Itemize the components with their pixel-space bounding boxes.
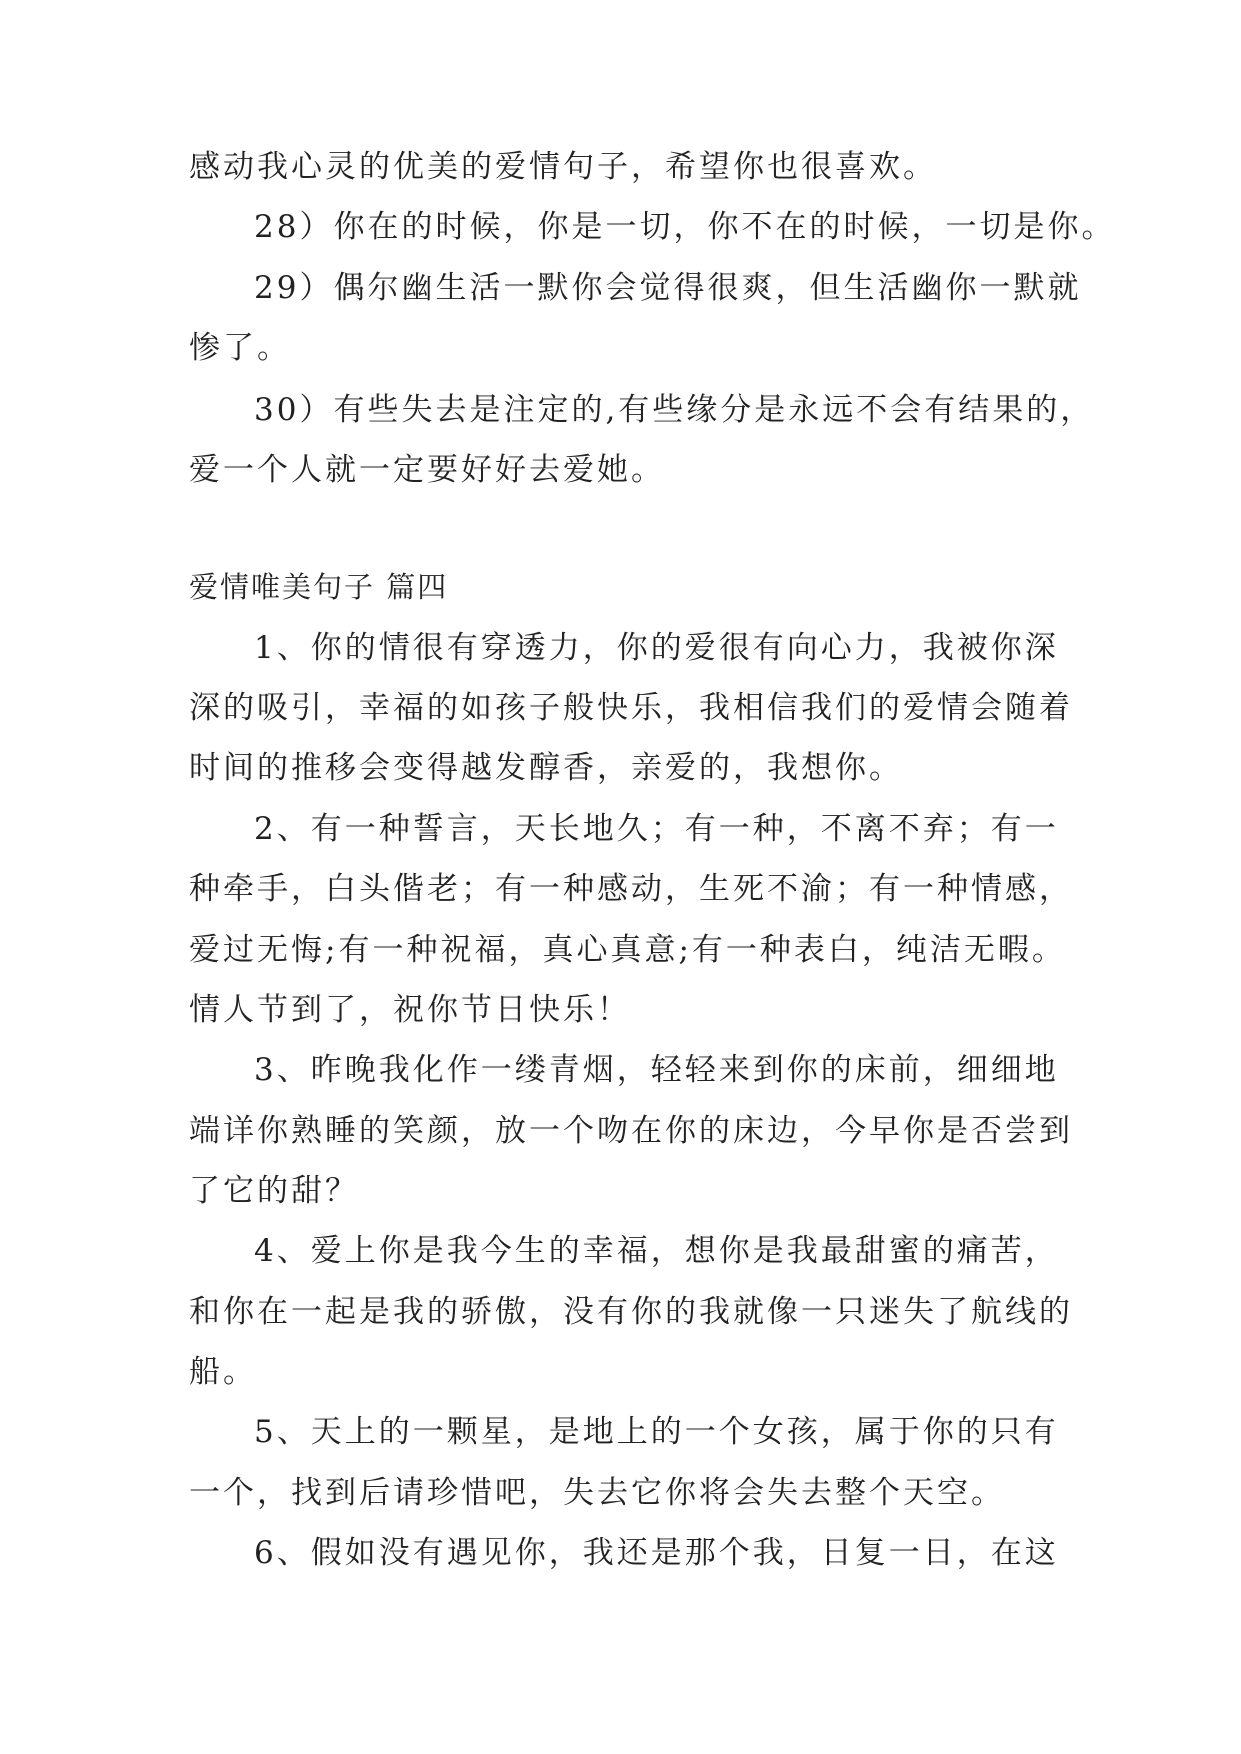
paragraph-line: 1、你的情很有穿透力，你的爱很有向心力，我被你深 xyxy=(254,630,1059,666)
paragraph-line: 2、有一种誓言，天长地久；有一种，不离不弃；有一 xyxy=(254,811,1059,847)
paragraph-line: 和你在一起是我的骄傲，没有你的我就像一只迷失了航线的 xyxy=(189,1294,1073,1330)
paragraph-line: 爱一个人就一定要好好去爱她。 xyxy=(189,452,665,488)
paragraph-line: 一个，找到后请珍惜吧，失去它你将会失去整个天空。 xyxy=(189,1475,1005,1511)
paragraph-line: 深的吸引，幸福的如孩子般快乐，我相信我们的爱情会随着 xyxy=(189,690,1073,726)
paragraph-line: 5、天上的一颗星，是地上的一个女孩，属于你的只有 xyxy=(254,1414,1059,1450)
paragraph-line: 30）有些失去是注定的,有些缘分是永远不会有结果的， xyxy=(254,392,1095,428)
paragraph-line: 情人节到了，祝你节日快乐！ xyxy=(189,992,631,1028)
paragraph-line: 3、昨晚我化作一缕青烟，轻轻来到你的床前，细细地 xyxy=(254,1052,1059,1088)
paragraph-line: 船。 xyxy=(189,1354,257,1390)
paragraph-line: 了它的甜？ xyxy=(189,1173,359,1209)
section-heading: 爱情唯美句子 篇四 xyxy=(189,570,449,604)
paragraph-line: 端详你熟睡的笑颜，放一个吻在你的床边，今早你是否尝到 xyxy=(189,1113,1073,1149)
paragraph-line: 时间的推移会变得越发醇香，亲爱的，我想你。 xyxy=(189,750,903,786)
paragraph-line: 感动我心灵的优美的爱情句子，希望你也很喜欢。 xyxy=(189,149,937,185)
paragraph-line: 种牵手，白头偕老；有一种感动，生死不渝；有一种情感， xyxy=(189,871,1073,907)
paragraph-line: 6、假如没有遇见你，我还是那个我，日复一日，在这 xyxy=(254,1535,1059,1571)
paragraph-line: 4、爱上你是我今生的幸福，想你是我最甜蜜的痛苦， xyxy=(254,1233,1059,1269)
paragraph-line: 28）你在的时候，你是一切，你不在的时候，一切是你。 xyxy=(254,209,1116,245)
paragraph-line: 惨了。 xyxy=(189,330,291,366)
paragraph-line: 29）偶尔幽生活一默你会觉得很爽，但生活幽你一默就 xyxy=(254,270,1082,306)
paragraph-line: 爱过无悔;有一种祝福，真心真意;有一种表白，纯洁无暇。 xyxy=(189,932,1066,968)
